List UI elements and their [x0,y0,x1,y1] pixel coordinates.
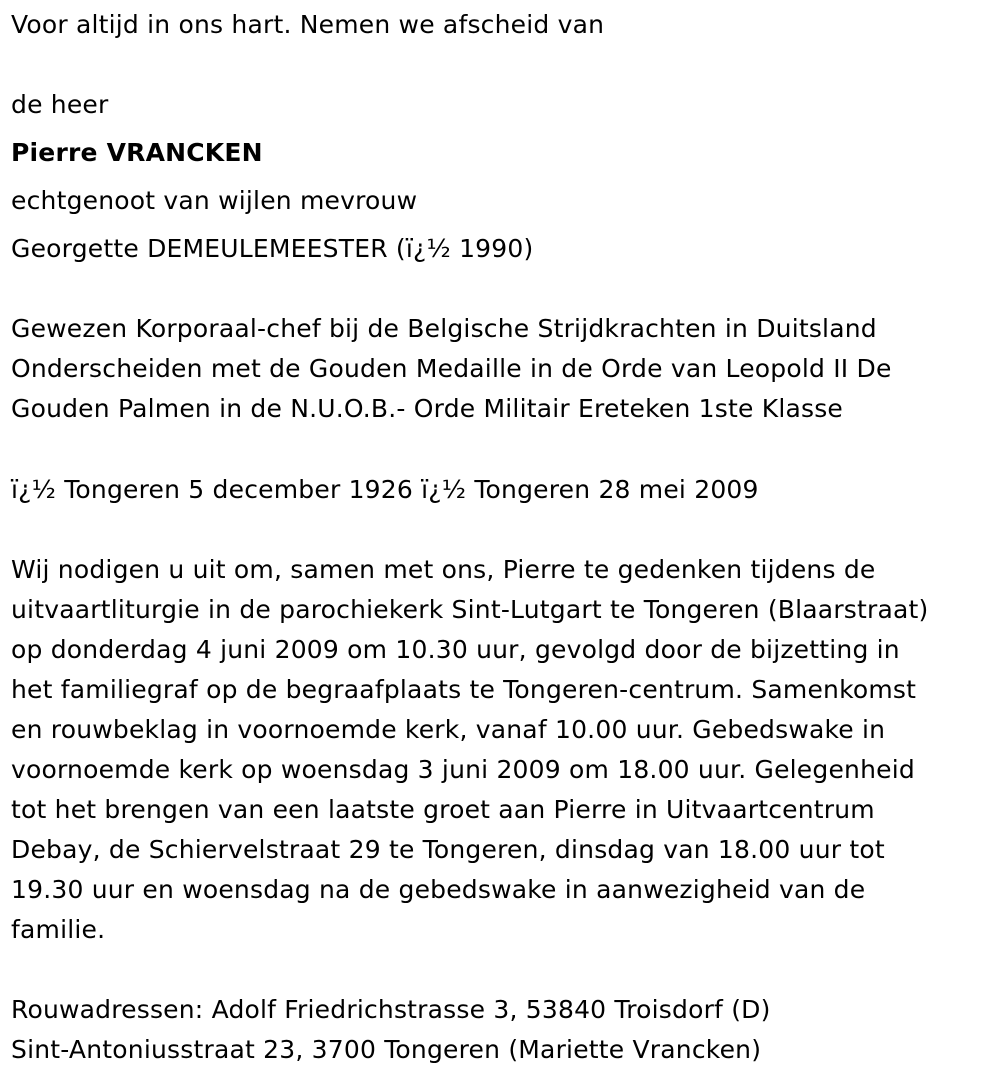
deceased-name: Pierre VRANCKEN [11,138,263,167]
invitation-line: voornoemde kerk op woensdag 3 juni 2009 om 18.00 uur. Gelegenheid [11,755,915,784]
invitation-line: tot het brengen van een laatste groet aan Pierre in Uitvaartcentrum [11,795,875,824]
spouse-label: echtgenoot van wijlen mevrouw [11,186,418,215]
spouse-name: Georgette DEMEULEMEESTER (ï¿½ 1990) [11,234,534,263]
career-line: Onderscheiden met de Gouden Medaille in de Orde van Leopold II De [11,354,892,383]
invitation-line: en rouwbeklag in voornoemde kerk, vanaf 10.00 uur. Gebedswake in [11,715,886,744]
invitation-line: Wij nodigen u uit om, samen met ons, Pierre te gedenken tijdens de [11,555,876,584]
intro-text: Voor altijd in ons hart. Nemen we afscheid van [11,10,605,39]
career-line: Gewezen Korporaal-chef bij de Belgische Strijdkrachten in Duitsland [11,314,877,343]
career-line: Gouden Palmen in de N.U.O.B.- Orde Militair Ereteken 1ste Klasse [11,394,844,423]
invitation-line: uitvaartliturgie in de parochiekerk Sint-Lutgart te Tongeren (Blaarstraat) [11,595,929,624]
salutation: de heer [11,90,109,119]
life-dates: ï¿½ Tongeren 5 december 1926 ï¿½ Tongeren 28 mei 2009 [11,475,759,504]
invitation-line: Debay, de Schiervelstraat 29 te Tongeren, dinsdag van 18.00 uur tot [11,835,885,864]
address-line: Rouwadressen: Adolf Friedrichstrasse 3, 53840 Troisdorf (D) [11,995,771,1024]
invitation-line: het familiegraf op de begraafplaats te Tongeren-centrum. Samenkomst [11,675,917,704]
address-line: Sint-Antoniusstraat 23, 3700 Tongeren (Mariette Vrancken) [11,1035,762,1064]
invitation-line: op donderdag 4 juni 2009 om 10.30 uur, gevolgd door de bijzetting in [11,635,900,664]
invitation-line: familie. [11,915,106,944]
invitation-line: 19.30 uur en woensdag na de gebedswake in aanwezigheid van de [11,875,866,904]
